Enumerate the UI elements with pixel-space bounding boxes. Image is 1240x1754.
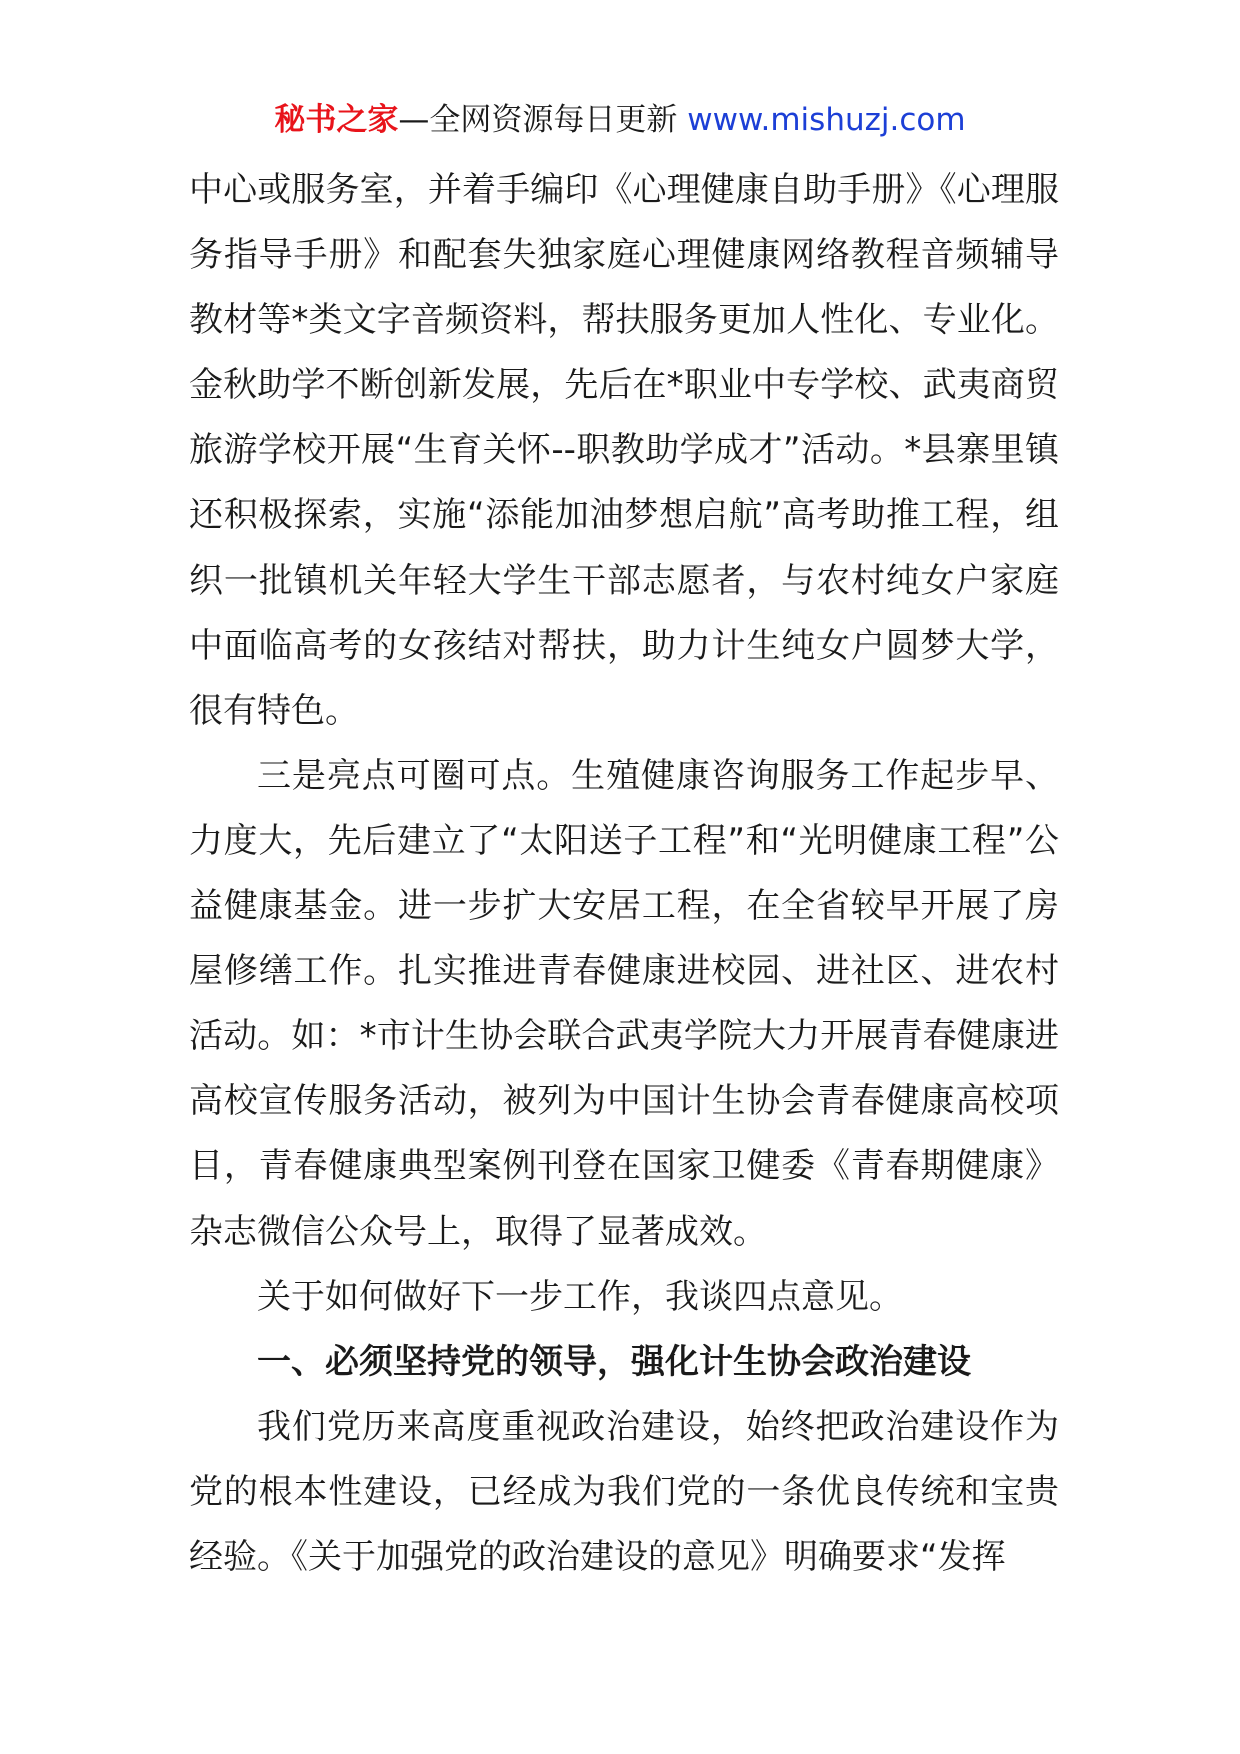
paragraph-highlights: 三是亮点可圈可点。生殖健康咨询服务工作起步早、力度大，先后建立了“太阳送子工程”和“光明健康工程”公益健康基金。进一步扩大安居工程，在全省较早开展了房屋修缮工作。扎实推进青春健康进校园、进社区、进农村活动。如：*市计生协会联合武夷学院大力开展青春健康进高校宣传服务活动，被列为中国计生协会青春健康高校项目，青春健康典型案例刊登在国家卫健委《青春期健康》杂志微信公众号上，取得了显著成效。 [189,755,1059,1252]
page-header [0,100,1240,140]
paragraph-intro-opinions: 关于如何做好下一步工作，我谈四点意见。 [257,1276,903,1317]
paragraph-continued: 中心或服务室，并着手编印《心理健康自助手册》《心理服务指导手册》和配套失独家庭心理健康网络教程音频辅导教材等*类文字音频资料，帮扶服务更加人性化、专业化。金秋助学不断创新发展，先后在*职业中专学校、武夷商贸旅游学校开展“生育关怀--职教助学成才”活动。*县寨里镇还积极探索，实施“添能加油梦想启航”高考助推工程，组织一批镇机关年轻大学生干部志愿者，与农村纯女户家庭中面临高考的女孩结对帮扶，助力计生纯女户圆梦大学，很有特色。 [189,170,1059,731]
website-link[interactable]: www.mishuzj.com [687,102,966,138]
brand-name: 秘书之家 [274,102,399,138]
header-tagline: —全网资源每日更新 [398,102,678,138]
paragraph-political-building: 我们党历来高度重视政治建设，始终把政治建设作为党的根本性建设，已经成为我们党的一条优良传统和宝贵经验。《关于加强党的政治建设的意见》明确要求“发挥 [189,1406,1059,1577]
document-body [189,158,1059,1590]
section-heading-one: 一、必须坚持党的领导，强化计生协会政治建设 [257,1341,971,1382]
